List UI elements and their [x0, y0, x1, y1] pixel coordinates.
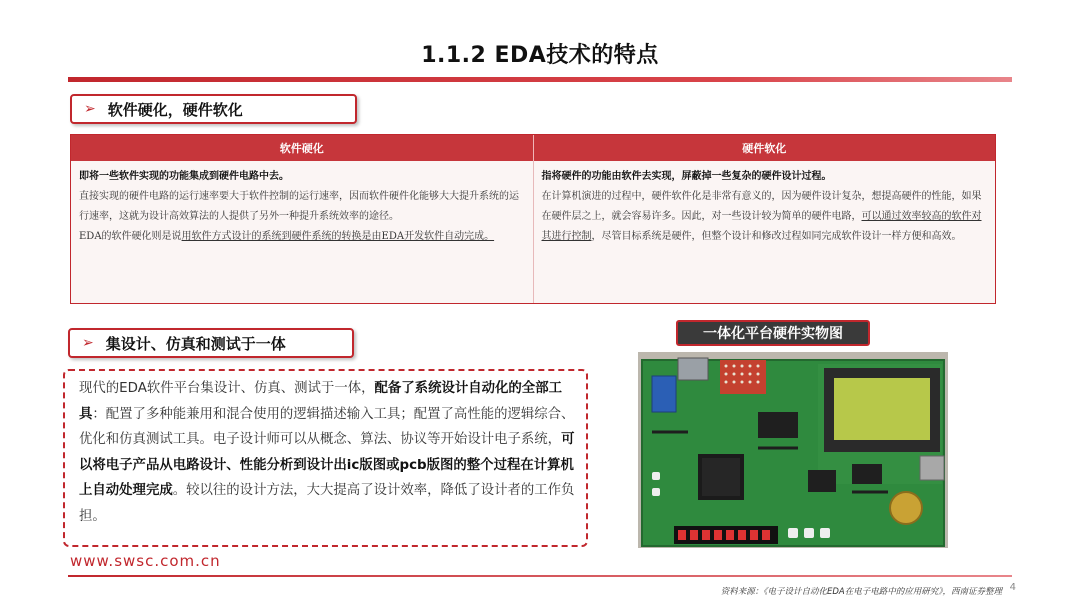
footer-source-note: 资料来源：《电子设计自动化EDA在电子电路中的应用研究》，西南证券整理: [720, 587, 1002, 597]
desc-bold-text: 可以将电子产品从电路设计、性能分析到设计出ic版图或pcb版图的整个过程在计算机上自动处理完成: [79, 432, 575, 498]
section-heading-integrated-design: [68, 328, 354, 358]
table-cell-software-hardening: [71, 161, 534, 303]
table-header-row: [71, 135, 995, 161]
description-box: [63, 369, 588, 547]
footer-website[interactable]: www.swsc.com.cn: [70, 552, 221, 570]
slide-title: 1.1.2 EDA技术的特点: [421, 43, 659, 68]
cell-underlined-text: 用软件方式设计的系统到硬件系统的转换是由EDA开发软件自动完成。: [181, 231, 495, 242]
table-header-hardware-softening: 硬件软化: [742, 142, 787, 155]
section-heading-label: 软件硬化，硬件软化: [107, 100, 243, 119]
cell-paragraph: 直接实现的硬件电路的运行速率要大于软件控制的运行速率，因而软件硬件化能够大大提升系统的运行速率，这就为设计高效算法的人提供了另外一种提升系统效率的途径。: [79, 191, 519, 222]
photo-caption: 一体化平台硬件实物图: [676, 320, 870, 346]
arrow-bullet-icon: ➢: [82, 335, 94, 351]
desc-text: 。较以往的设计方法，大大提高了设计效率，降低了设计者的工作负担。: [79, 483, 575, 524]
cell-text: EDA的软件硬化则是说: [79, 231, 182, 242]
cell-lead-text: 指将硬件的功能由软件去实现，屏蔽掉一些复杂的硬件设计过程。: [541, 171, 832, 182]
table-cell-hardware-softening: [534, 161, 996, 303]
page-number: 4: [1009, 582, 1016, 593]
title-divider: [68, 77, 1012, 82]
section-heading-label: 集设计、仿真和测试于一体: [105, 334, 286, 353]
footer-divider: [68, 575, 1012, 577]
cell-paragraph: [79, 227, 527, 247]
arrow-bullet-icon: ➢: [84, 101, 96, 117]
cell-text: ，尽管目标系统是硬件，但整个设计和修改过程如同完成软件设计一样方便和高效。: [591, 231, 962, 242]
cell-paragraph: [542, 187, 990, 247]
table-body-row: [71, 161, 995, 303]
table-header-software-hardening: 软件硬化: [71, 135, 534, 161]
desc-bold-text: 配备了系统设计自动化的全部工具: [79, 381, 562, 422]
comparison-table: [70, 134, 996, 304]
pcb-board-illustration: [638, 352, 948, 548]
cell-text: 在计算机演进的过程中，硬件软件化是非常有意义的，因为硬件设计复杂，想提高硬件的性能，如果在硬件层之上，就会容易许多。因此，对一些设计较为简单的硬件电路，: [541, 191, 982, 222]
cell-underlined-text: 可以通过效率较高的软件对其进行控制: [541, 211, 982, 242]
desc-text: ：配置了多种能兼用和混合使用的逻辑描述输入工具；配置了高性能的逻辑综合、优化和仿真测试工具。电子设计师可以从概念、算法、协议等开始设计电子系统，: [79, 406, 575, 447]
hardware-platform-photo: [638, 352, 948, 548]
section-heading-software-hardening: [70, 94, 357, 124]
cell-lead-text: 即将一些软件实现的功能集成到硬件电路中去。: [79, 171, 289, 182]
desc-text: 现代的EDA软件平台集设计、仿真、测试于一体，: [79, 381, 375, 396]
